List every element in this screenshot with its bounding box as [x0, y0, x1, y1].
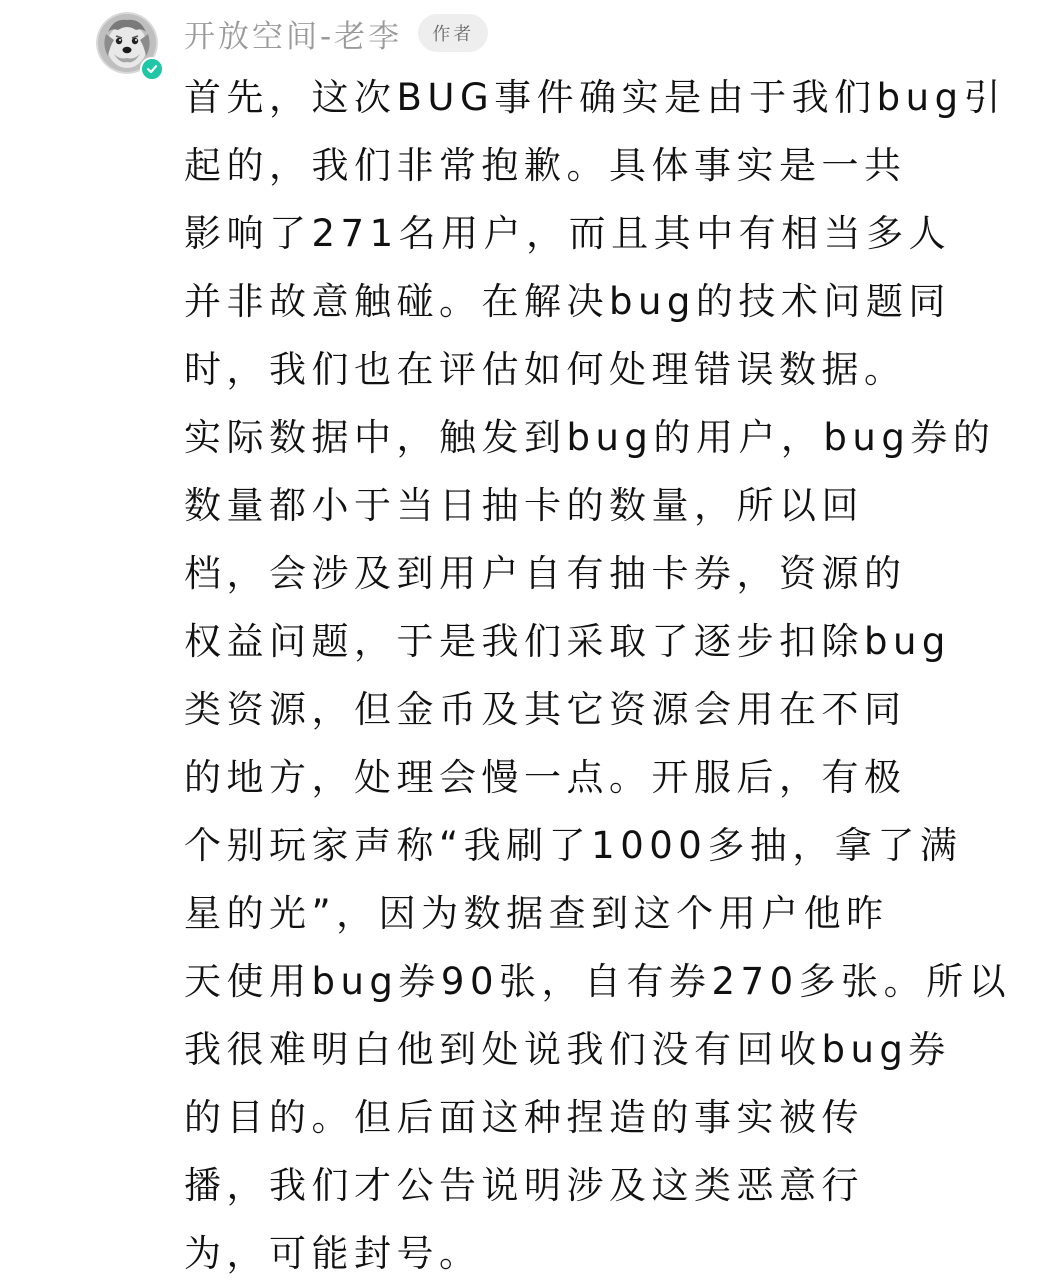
comment-line: 播，我们才公告说明涉及这类恶意行 [184, 1164, 864, 1207]
comment-line: 类资源，但金币及其它资源会用在不同 [184, 688, 907, 731]
comment-line: 起的，我们非常抱歉。具体事实是一共 [184, 144, 907, 187]
comment-line: 为，可能封号。 [184, 1232, 482, 1275]
comment-line: 实际数据中，触发到bug的用户，bug券的 [184, 416, 996, 459]
comment-line: 权益问题，于是我们采取了逐步扣除bug [184, 620, 951, 663]
comment-line: 的目的。但后面这种捏造的事实被传 [184, 1096, 864, 1139]
comment-line: 个别玩家声称“我刷了1000多抽，拿了满 [184, 824, 963, 867]
comment-line: 数量都小于当日抽卡的数量，所以回 [184, 484, 864, 527]
comment-header [184, 12, 488, 54]
verified-check-icon [140, 57, 164, 81]
comment-line: 档，会涉及到用户自有抽卡券，资源的 [184, 552, 907, 595]
comment-body [184, 64, 1012, 1288]
comment-line: 影响了271名用户，而且其中有相当多人 [184, 212, 952, 255]
comment-line: 的地方，处理会慢一点。开服后，有极 [184, 756, 907, 799]
author-badge: 作者 [418, 14, 488, 52]
comment-line: 天使用bug券90张，自有券270多张。所以 [184, 960, 1012, 1003]
username[interactable]: 开放空间-老李 [184, 18, 403, 55]
comment-line: 星的光”，因为数据查到这个用户他昨 [184, 892, 889, 935]
comment-line: 我很难明白他到处说我们没有回收bug券 [184, 1028, 951, 1071]
comment-line: 首先，这次BUG事件确实是由于我们bug引 [184, 76, 1007, 119]
comment-line: 并非故意触碰。在解决bug的技术问题同 [184, 280, 951, 323]
comment-line: 时，我们也在评估如何处理错误数据。 [184, 348, 907, 391]
